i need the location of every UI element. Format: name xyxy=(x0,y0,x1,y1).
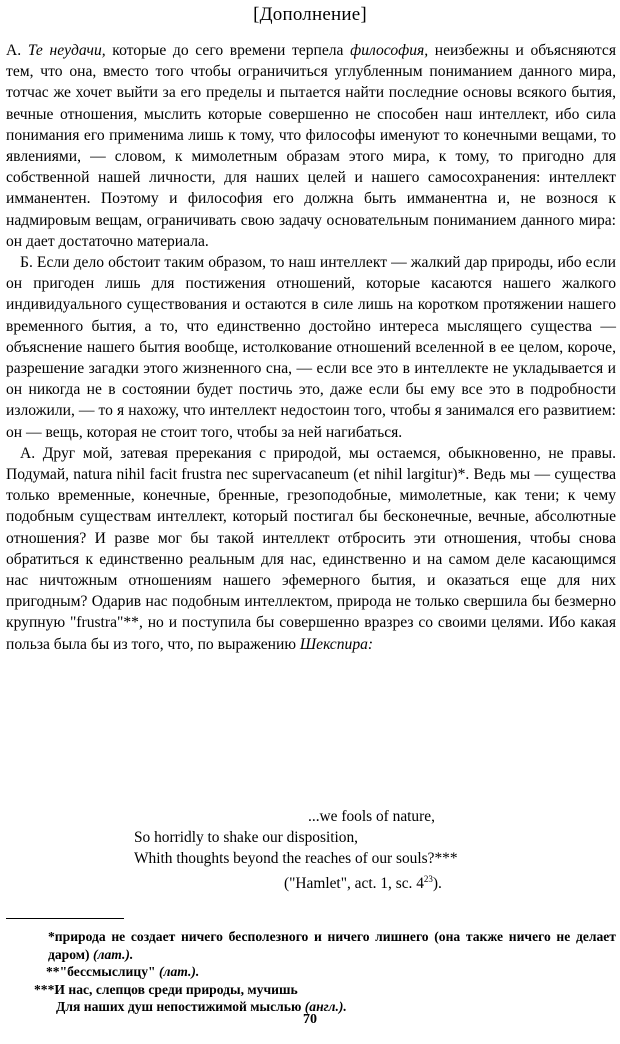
footnote-3: ***И нас, слепцов среди природы, мучишь xyxy=(34,981,298,997)
paragraph-a1-text-2: неизбежны и объясняются тем, что она, вместо того чтобы ограничиться углубленным пониманием данного мира, тотчас же хочет выйти за его пределы и пытается найти последние основы всякого бытия, вечные отношения, мыслить которые совершенно не способен наш интеллект, ибо сила понимания его применима лишь к тому, что философы именуют то конечными вещами, то явлениями, — словом, к мимолетным образам этого мира, к тому, то пригодно для собственной нашей личности, для наших целей и нашего самосохранения: интеллект имманентен. Поэтому и философия его должна быть имманентна и, не вознося к надмировым вещам, ограничивать свою задачу основательным пониманием данного мира: он дает достаточно материала. xyxy=(6,42,617,250)
page-number: 70 xyxy=(303,1012,317,1027)
hamlet-quote xyxy=(0,806,620,894)
paragraph-a1-text-1: которые до сего времени терпела xyxy=(105,42,351,59)
paragraph-a1-emphasis-1: Те неудачи, xyxy=(27,42,106,59)
quote-source-footnote-ref: 23 xyxy=(423,874,433,884)
footnote-2 xyxy=(6,963,616,981)
footnote-1-text: *природа не создает ничего бесполезного и ничего лишнего (она также ничего не делает даром) xyxy=(48,929,616,962)
quote-source xyxy=(0,869,620,894)
paragraph-a1 xyxy=(6,40,616,252)
footnote-2-lang: (лат.). xyxy=(158,964,200,979)
main-text xyxy=(6,40,616,655)
footnote-divider xyxy=(6,918,124,919)
paragraph-b: Б. Если дело обстоит таким образом, то наш интеллект — жалкий дар природы, ибо если он пригоден лишь для постижения отношений, которые касаются нашего жалкого индивидуального существования и остаются в силе лишь на коротком протяжении нашего временного бытия, а то, что единственно достойно интереса мыслящего существа — объяснение нашего бытия вообще, истолкование отношений вселенной в ее целом, короче, разрешение загадки этого жизненного сна, — если все это в интеллекте не укладывается и он никогда не в состоянии будет постичь это, даже если бы ему все это в подробности изложили, — то я нахожу, что интеллект недостоин того, чтобы я занимался его развитием: он — вещь, которая не стоит того, чтобы за ней нагибаться. xyxy=(6,254,616,441)
section-header: [Дополнение] xyxy=(253,4,367,25)
footnote-1-lang: (лат.). xyxy=(92,946,134,962)
footnote-3-lang: (англ.). xyxy=(304,999,347,1014)
quote-line-1: ...we fools of nature, xyxy=(308,808,435,825)
footnote-2-text: **"бессмыслицу" xyxy=(46,964,159,979)
quote-line-3: Whith thoughts beyond the reaches of our souls?*** xyxy=(134,850,458,867)
paragraph-a1-lead: А. xyxy=(6,42,28,59)
paragraph-a2-text: А. Друг мой, затевая пререкания с природой, мы остаемся, обыкновенно, не правы. Подумай, natura nihil facit frustra nec supervacaneum (et nihil largitur)*. Ведь мы — существа только временные, конечные, бренные, грезоподобные, мимолетные, как тени; к чему подобным существам интеллект, который постигал бы бесконечные, вечные, абсолютные отношения? И разве мог бы такой интеллект отбросить эти отношения, чтобы снова обратиться к единственно реальным для нас, единственно и на самом деле касающимся нас ничтожным отношениям нашего эфемерного бытия, и оказаться еще для них пригодным? Одарив нас подобным интеллектом, природа не только свершила бы безмерно крупную "frustra"**, но и поступила бы совершенно вразрез со своими целями. Ибо какая польза была бы из того, что, по выражению xyxy=(6,444,616,653)
quote-source-text: ("Hamlet", act. 1, sc. 4 xyxy=(284,875,424,893)
paragraph-a1-emphasis-2: философия, xyxy=(350,42,429,59)
quote-source-end: ). xyxy=(432,875,442,893)
footnote-1 xyxy=(6,928,616,963)
paragraph-a2 xyxy=(6,443,616,655)
quote-line-2: So horridly to shake our disposition, xyxy=(134,829,359,846)
paragraph-a2-emphasis: Шекспира: xyxy=(299,635,374,653)
footnotes xyxy=(6,928,616,1016)
footnote-3-continued-text: Для наших душ непостижимой мыслью xyxy=(56,999,305,1014)
